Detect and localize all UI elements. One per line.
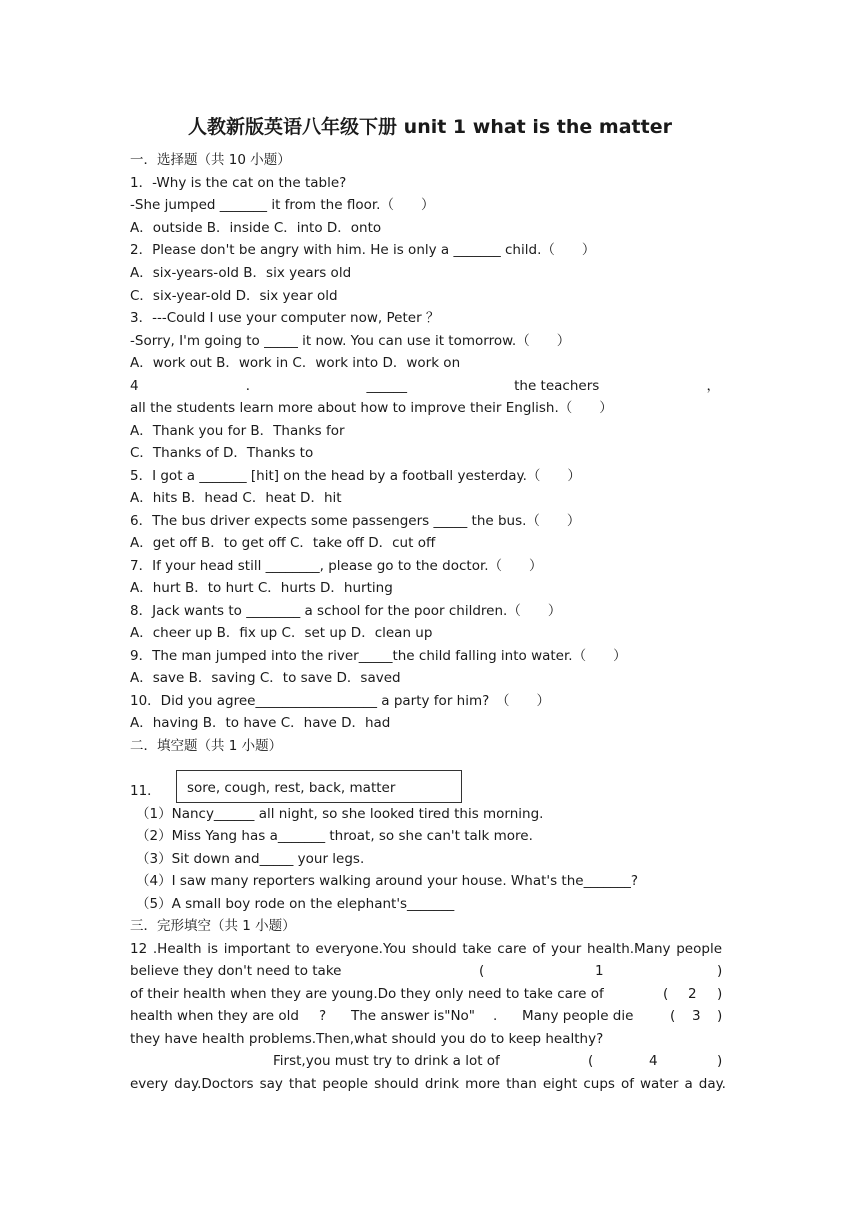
cloze-word: day. bbox=[698, 1076, 726, 1092]
question-4-line bbox=[130, 376, 720, 396]
cloze-bracket-close: ) bbox=[717, 1053, 723, 1069]
cloze-word: care bbox=[497, 941, 527, 957]
cloze-word: .Health bbox=[152, 941, 202, 957]
cloze-word: 12 bbox=[130, 941, 148, 957]
cloze-word: of bbox=[620, 1076, 634, 1092]
options-line: C．six-year-old D．six year old bbox=[130, 288, 338, 304]
question-line: 9．The man jumped into the river_____the child falling into water.（ ） bbox=[130, 648, 627, 664]
cloze-word: that bbox=[288, 1076, 317, 1092]
cloze-word: eight bbox=[542, 1076, 578, 1092]
cloze-line bbox=[130, 984, 730, 1004]
fill-item: （5）A small boy rode on the elephant's_______ bbox=[136, 896, 455, 912]
fill-item: （4）I saw many reporters walking around your house. What's the_______? bbox=[136, 873, 638, 889]
cloze-bracket-close: ) bbox=[717, 986, 723, 1002]
question-line: 6．The bus driver expects some passengers _____ the bus.（ ） bbox=[130, 513, 581, 529]
options-line: C．Thanks of D．Thanks to bbox=[130, 445, 314, 461]
cloze-word: of bbox=[532, 941, 546, 957]
cloze-bracket-open: ( bbox=[663, 986, 669, 1002]
question-number: 4 bbox=[130, 378, 139, 394]
question-text: ． bbox=[245, 378, 260, 394]
cloze-word: to bbox=[296, 941, 310, 957]
cloze-word: people bbox=[322, 1076, 369, 1092]
cloze-blank-number: 2 bbox=[688, 986, 697, 1002]
question-line: 10．Did you agree__________________ a party for him? （ ） bbox=[130, 693, 551, 709]
cloze-line bbox=[130, 1006, 730, 1026]
cloze-text: . bbox=[493, 1008, 498, 1024]
fill-item: （2）Miss Yang has a_______ throat, so she can't talk more. bbox=[136, 828, 533, 844]
question-line: 7．If your head still ________, please go to the doctor.（ ） bbox=[130, 558, 543, 574]
cloze-word: your bbox=[550, 941, 582, 957]
cloze-text: ? bbox=[319, 1008, 327, 1024]
cloze-text: health when they are old bbox=[130, 1008, 299, 1024]
section-heading-fill: 二．填空题（共 1 小题） bbox=[130, 738, 283, 754]
options-line: A．outside B．inside C．into D．onto bbox=[130, 220, 382, 236]
question-text: the teachers bbox=[514, 378, 600, 394]
question-line: -Sorry, I'm going to _____ it now. You can use it tomorrow.（ ） bbox=[130, 333, 571, 349]
cloze-bracket-open: ( bbox=[588, 1053, 594, 1069]
answer-blank: ______ bbox=[366, 378, 407, 394]
cloze-word: should bbox=[374, 1076, 419, 1092]
cloze-bracket-open: ( bbox=[479, 963, 485, 979]
question-number: 11． bbox=[130, 783, 161, 799]
cloze-bracket-close: ) bbox=[717, 1008, 723, 1024]
question-line: 5．I got a _______ [hit] on the head by a football yesterday.（ ） bbox=[130, 468, 581, 484]
section-heading-cloze: 三．完形填空（共 1 小题） bbox=[130, 918, 296, 934]
options-line: A．work out B．work in C．work into D．work on bbox=[130, 355, 461, 371]
word-bank-box: sore, cough, rest, back, matter bbox=[176, 770, 462, 803]
cloze-word: should bbox=[411, 941, 457, 957]
options-line: A．get off B．to get off C．take off D．cut off bbox=[130, 535, 436, 551]
fill-item: （1）Nancy______ all night, so she looked tired this morning. bbox=[136, 806, 544, 822]
cloze-word: take bbox=[462, 941, 492, 957]
cloze-word: cups bbox=[583, 1076, 615, 1092]
options-line: A．hits B．head C．heat D．hit bbox=[130, 490, 342, 506]
cloze-word: health.Many bbox=[587, 941, 671, 957]
cloze-text: of their health when they are young.Do they only need to take care of bbox=[130, 986, 604, 1002]
cloze-text: believe they don't need to take bbox=[130, 963, 342, 979]
cloze-blank-number: 1 bbox=[595, 963, 604, 979]
cloze-text: First,you must try to drink a lot of bbox=[273, 1053, 500, 1069]
question-text: ， bbox=[706, 378, 720, 394]
options-line: A．six-years-old B．six years old bbox=[130, 265, 352, 281]
cloze-word: drink bbox=[424, 1076, 460, 1092]
question-line: 3．---Could I use your computer now, Peter ？ bbox=[130, 310, 440, 326]
cloze-word: water bbox=[639, 1076, 679, 1092]
cloze-line bbox=[130, 961, 730, 981]
cloze-blank-number: 4 bbox=[649, 1053, 658, 1069]
question-line: all the students learn more about how to improve their English.（ ） bbox=[130, 400, 613, 416]
cloze-blank-number: 3 bbox=[692, 1008, 701, 1024]
page-title: 人教新版英语八年级下册 unit 1 what is the matter bbox=[188, 116, 672, 138]
cloze-word: than bbox=[506, 1076, 537, 1092]
cloze-line bbox=[130, 1074, 726, 1094]
cloze-word: everyone.You bbox=[315, 941, 407, 957]
cloze-word: important bbox=[223, 941, 291, 957]
cloze-word: day.Doctors bbox=[174, 1076, 254, 1092]
cloze-word: a bbox=[684, 1076, 693, 1092]
section-heading-choice: 一．选择题（共 10 小题） bbox=[130, 152, 291, 168]
question-line: 1．-Why is the cat on the table? bbox=[130, 175, 347, 191]
options-line: A．hurt B．to hurt C．hurts D．hurting bbox=[130, 580, 393, 596]
cloze-word: every bbox=[130, 1076, 169, 1092]
cloze-line: they have health problems.Then,what should you do to keep healthy? bbox=[130, 1031, 604, 1047]
cloze-word: people bbox=[676, 941, 722, 957]
cloze-bracket-open: ( bbox=[670, 1008, 676, 1024]
fill-item: （3）Sit down and_____ your legs. bbox=[136, 851, 365, 867]
cloze-line bbox=[130, 939, 722, 959]
options-line: A．cheer up B．fix up C．set up D．clean up bbox=[130, 625, 433, 641]
cloze-word: more bbox=[465, 1076, 501, 1092]
cloze-text: Many people die bbox=[522, 1008, 634, 1024]
question-line: 8．Jack wants to ________ a school for the poor children.（ ） bbox=[130, 603, 562, 619]
cloze-bracket-close: ) bbox=[717, 963, 723, 979]
options-line: A．save B．saving C．to save D．saved bbox=[130, 670, 401, 686]
cloze-word: is bbox=[207, 941, 219, 957]
question-line: -She jumped _______ it from the floor.（ ） bbox=[130, 197, 435, 213]
cloze-word: say bbox=[259, 1076, 283, 1092]
question-line: 2．Please don't be angry with him. He is only a _______ child.（ ） bbox=[130, 242, 596, 258]
options-line: A．having B．to have C．have D．had bbox=[130, 715, 391, 731]
cloze-text: The answer is"No" bbox=[351, 1008, 476, 1024]
options-line: A．Thank you for B．Thanks for bbox=[130, 423, 345, 439]
